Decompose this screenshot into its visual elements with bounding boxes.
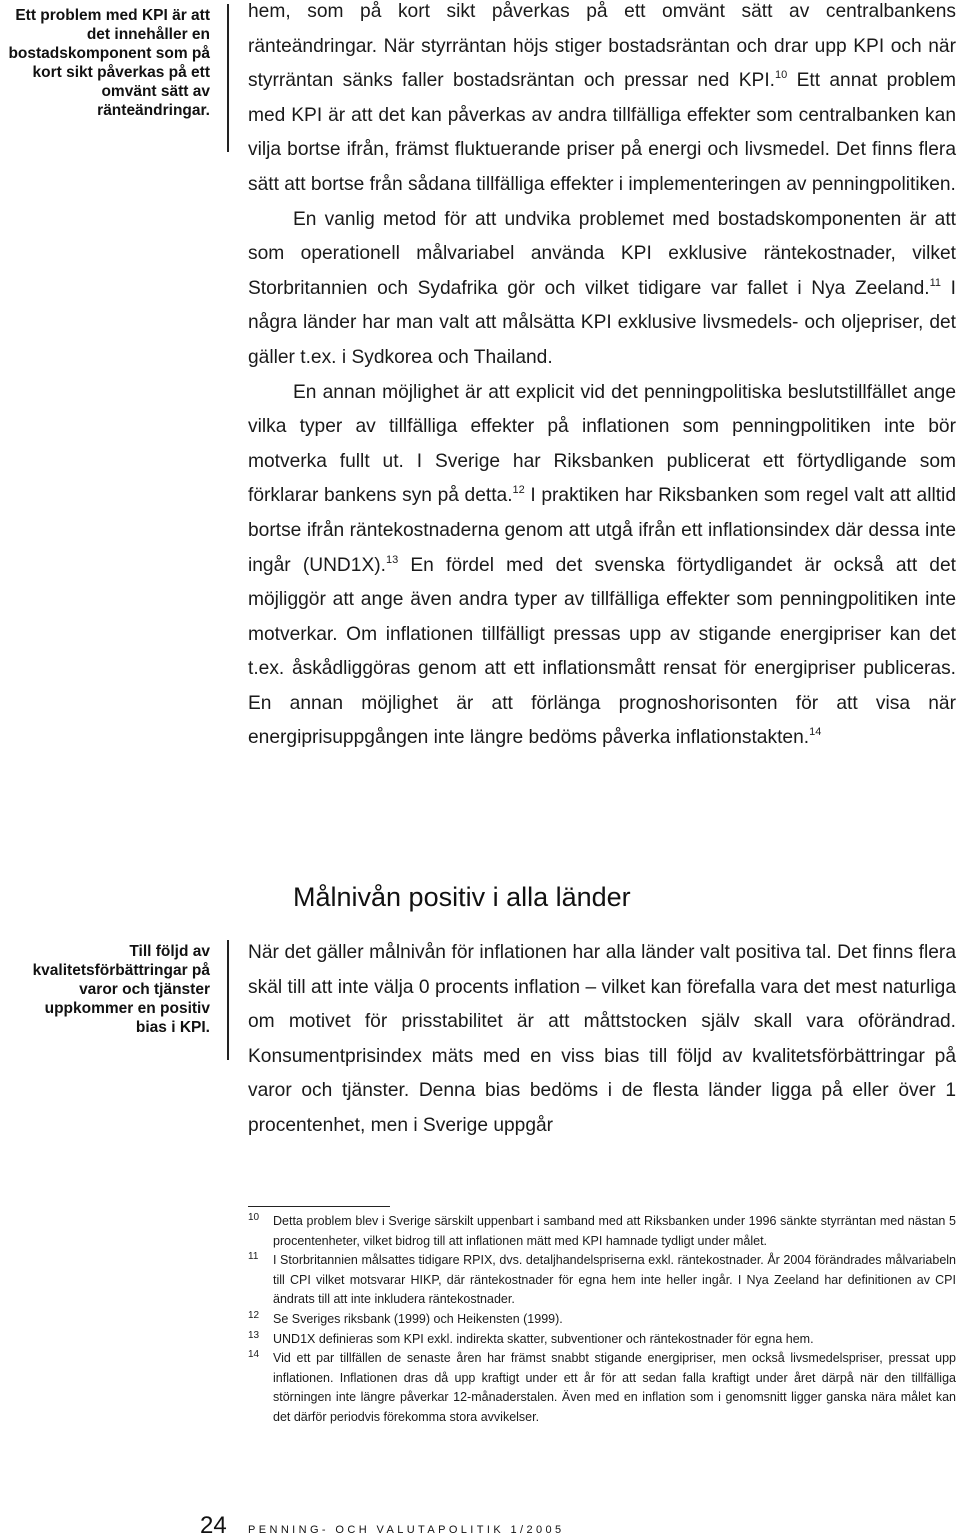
margin-note-quality-bias: Till följd av kvalitetsförbättringar på varor och tjänster uppkommer en positiv bias i KPI. bbox=[32, 943, 210, 1036]
footnote bbox=[248, 1212, 956, 1251]
footnote-ref: 10 bbox=[775, 69, 788, 82]
body-paragraph: När det gäller målnivån för inflationen har alla länder valt positiva tal. Det finns flera skäl till att inte välja 0 procents inflation – vilket kan förefalla vara det mest naturliga om motivet för prisstabilitet är att måttstocken själv skall vara oförändrad. Konsumentprisindex mäts med en viss bias till följd av kvalitetsförbättringar på varor och tjänster. Denna bias bedöms i de flesta länder ligga på eller över 1 procentenhet, men i Sverige uppgår bbox=[248, 942, 956, 1136]
text-run: En fördel med det svenska förtydligandet är också att det möjliggör att ange även andra typer av tillfälliga effekter som penningpolitiken inte motverkar. Om inflationen tillfälligt pressas upp av stigande energipriser kan det t.ex. åskådliggöras genom att ett inflationsmått rensat för energipriser publiceras. En annan möjlighet är att förlänga prognoshorisonten för att visa när energiprisuppgången inte längre bedöms påverka inflationstakten. bbox=[248, 554, 956, 749]
footnote bbox=[248, 1251, 956, 1310]
footnote-number: 12 bbox=[248, 1309, 260, 1321]
body-paragraph bbox=[248, 203, 956, 376]
footnote-ref: 11 bbox=[929, 276, 942, 289]
body-paragraph bbox=[248, 0, 956, 203]
footnote-text: I Storbritannien målsattes tidigare RPIX, dvs. detaljhandelspriserna exkl. räntekostnader. År 2004 förändrades målvariabeln till CPI vilket motsvarar HIKP, där räntekostnader för egna hem inte heller ingår. I Nya Zeeland har definitionen av CPI ändrats till att inte inkludera räntekostnader. bbox=[273, 1253, 956, 1307]
footnote-ref: 13 bbox=[385, 553, 399, 566]
footnote-ref: 14 bbox=[809, 726, 822, 739]
footnote-number: 10 bbox=[248, 1212, 260, 1223]
margin-note-rule bbox=[227, 940, 229, 1060]
text-run: Ett annat problem med KPI är att det kan påverkas av andra tillfälliga effekter som centralbanken kan vilja bortse ifrån, främst fluktuerande priser på energi och livsmedel. Det finns flera sätt att bortse från sådana tillfälliga effekter i implementeringen av penningpolitiken. bbox=[248, 70, 956, 195]
text-run: En vanlig metod för att undvika problemet med bostadskomponenten är att som operationell målvariabel använda KPI exklusive räntekostnader, vilket Storbritannien och Sydafrika gör och vilket tidigare var fallet i Nya Zeeland. bbox=[248, 208, 956, 299]
main-text-column bbox=[248, 0, 956, 756]
text-run: I några länder har man valt att målsätta KPI exklusive livsmedels- och oljepriser, det gäller t.ex. i Sydkorea och Thailand. bbox=[248, 277, 956, 368]
footnote-number: 11 bbox=[248, 1251, 259, 1263]
text-run: hem, som på kort sikt påverkas på ett omvänt sätt av centralbankens ränteändringar. När styrräntan höjs stiger bostadsräntan och drar upp KPI och när styrräntan sänks faller bostadsräntan och pressar ned KPI. bbox=[248, 1, 956, 92]
footnote bbox=[248, 1330, 956, 1350]
page-number: 24 bbox=[200, 1512, 227, 1539]
section-text-column bbox=[248, 936, 956, 1144]
margin-note-rule bbox=[227, 4, 229, 152]
footnote-text: Detta problem blev i Sverige särskilt uppenbart i samband med att Riksbanken under 1996 sänkte styrräntan med nästan 5 procentenheter, vilket bidrog till att inflationen mätt med KPI hamnade tydligt under målet. bbox=[273, 1214, 956, 1248]
footnote-number: 14 bbox=[248, 1349, 260, 1361]
section-heading: Målnivån positiv i alla länder bbox=[293, 882, 631, 912]
journal-title: PENNING- OCH VALUTAPOLITIK 1/2005 bbox=[248, 1524, 565, 1536]
footnote-ref: 12 bbox=[512, 484, 525, 497]
footnote-text: UND1X definieras som KPI exkl. indirekta skatter, subventioner och räntekostnader för egna hem. bbox=[273, 1331, 814, 1346]
footnote bbox=[248, 1310, 956, 1330]
footnote-text: Vid ett par tillfällen de senaste åren har främst snabbt stigande energipriser, men också livsmedelspriser, pressat upp inflationen. Inflationen dras då upp kraftigt under ett år för att sedan falla kraftigt under året därpå när den tillfälliga störningen inte längre påverkar 12-månaderstalen. Även med en inflation som i genomsnitt ligger ganska nära målet kan det därför periodvis förekomma stora avvikelser. bbox=[273, 1351, 956, 1424]
footnotes bbox=[248, 1212, 956, 1428]
text-run: I praktiken har Riksbanken som regel valt att alltid bortse ifrån räntekostnaderna genom att utgå ifrån ett inflationsindex där dessa inte ingår (UND1X). bbox=[248, 485, 956, 576]
body-paragraph bbox=[248, 376, 956, 757]
footnote bbox=[248, 1349, 956, 1427]
text-run: En annan möjlighet är att explicit vid det penningpolitiska beslutstillfället ange vilka typer av tillfälliga effekter på inflationen som penningpolitiken inte bör motverka fullt ut. I Sverige har Riksbanken publicerat ett förtydligande som förklarar bankens syn på detta. bbox=[248, 381, 956, 507]
footnote-number: 13 bbox=[248, 1329, 260, 1341]
margin-note-kpi-housing: Ett problem med KPI är att det innehåller en bostadskomponent som på kort sikt påverkas på ett omvänt sätt av ränteändringar. bbox=[8, 7, 210, 119]
footnote-text: Se Sveriges riksbank (1999) och Heikensten (1999). bbox=[273, 1311, 563, 1326]
footnote-divider bbox=[248, 1206, 390, 1207]
